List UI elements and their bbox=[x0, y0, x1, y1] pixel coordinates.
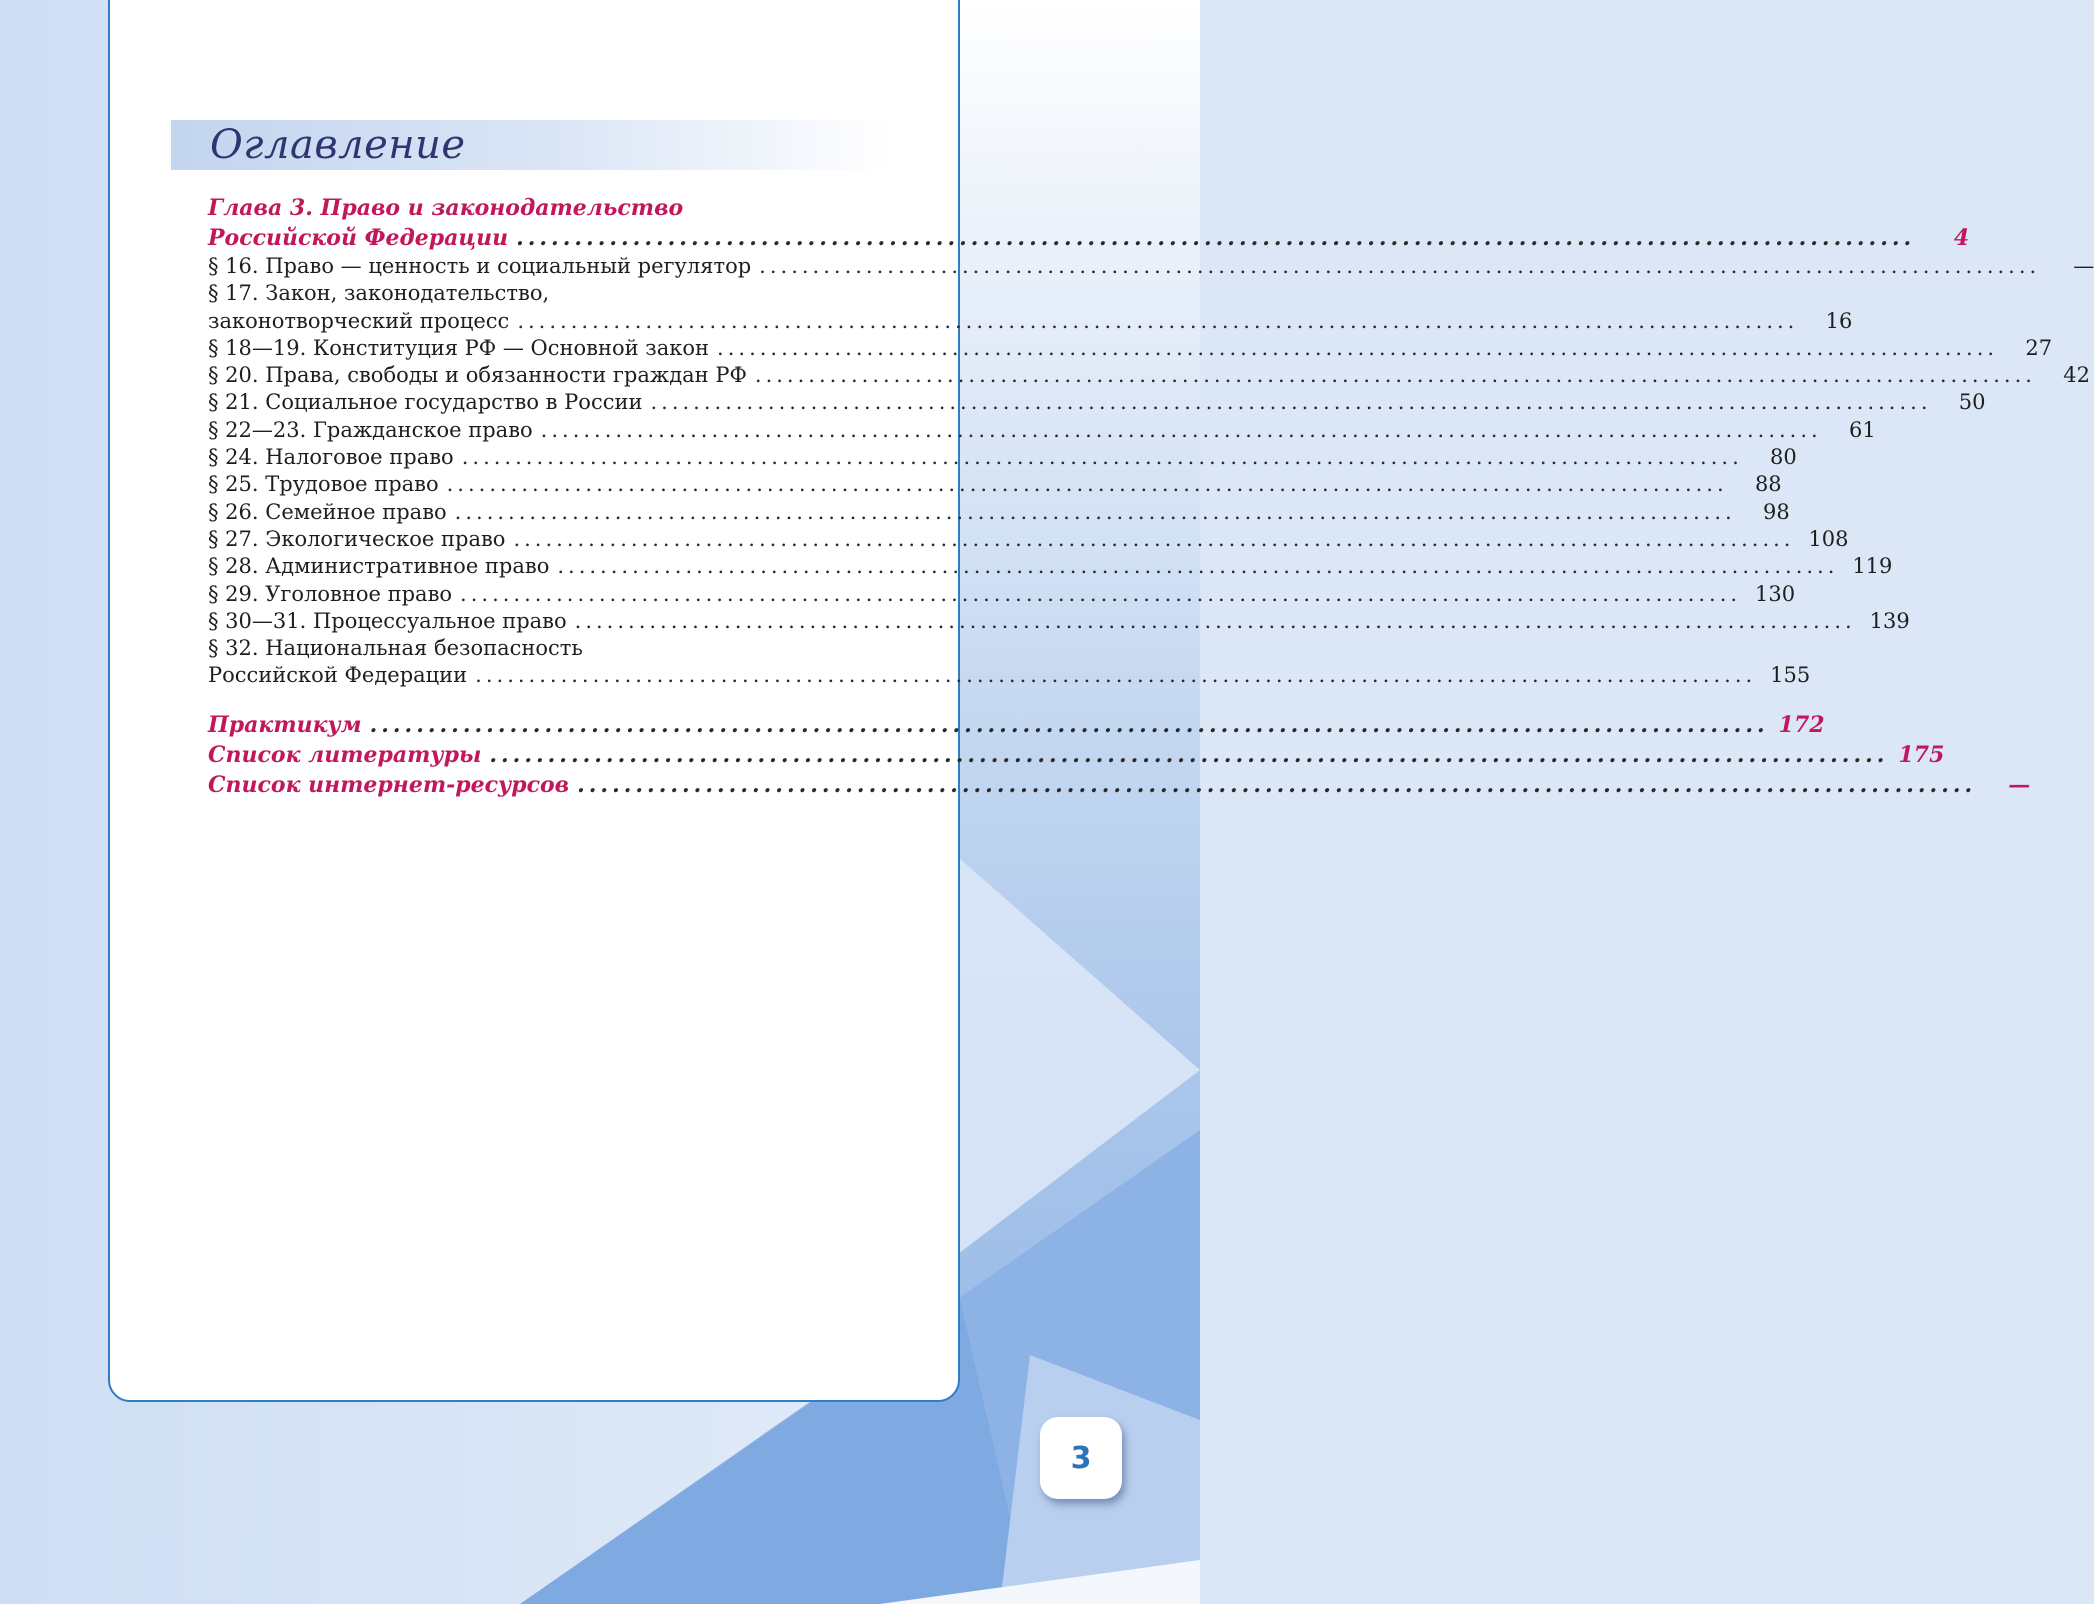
toc-line bbox=[208, 608, 1910, 635]
toc-entry[interactable] bbox=[208, 335, 2053, 362]
dot-leader: ........................................................................................................................ bbox=[754, 363, 2036, 388]
toc-line-continued bbox=[208, 193, 896, 223]
toc-entry-title: законотворческий процесс bbox=[208, 308, 510, 333]
toc-spacer bbox=[208, 690, 896, 710]
toc-entry[interactable] bbox=[208, 471, 1782, 498]
toc-page-number: 155 bbox=[1770, 663, 1811, 688]
toc-page-number: 16 bbox=[1825, 308, 1853, 333]
toc-entry[interactable] bbox=[208, 608, 1910, 635]
toc-entry-title: § 24. Налоговое право bbox=[208, 445, 454, 470]
dot-leader: ........................................................................................................................ bbox=[577, 771, 1977, 798]
toc-entry-title: Список литературы bbox=[208, 741, 482, 768]
toc-entry-title: Российской Федерации bbox=[208, 225, 509, 251]
toc-entry[interactable] bbox=[208, 740, 1945, 770]
toc-entry-title: Глава 3. Право и законодательство bbox=[208, 195, 684, 221]
toc-page-number: — bbox=[2073, 254, 2094, 278]
toc-line bbox=[208, 740, 1945, 770]
dot-leader: ........................................................................................................................ bbox=[717, 335, 1999, 360]
toc-line bbox=[208, 444, 1797, 471]
toc-page-number: 119 bbox=[1852, 554, 1893, 579]
toc-line bbox=[208, 662, 1811, 689]
toc-line bbox=[208, 389, 1986, 416]
toc-page-number: 175 bbox=[1898, 741, 1945, 768]
table-of-contents bbox=[208, 193, 2094, 800]
dot-leader: ........................................................................................................................ bbox=[489, 741, 1889, 768]
toc-line bbox=[208, 526, 1849, 553]
toc-entry-title: § 17. Закон, законодательство, bbox=[208, 281, 550, 306]
toc-entry-title: § 29. Уголовное право bbox=[208, 581, 453, 606]
toc-entry[interactable] bbox=[208, 444, 1797, 471]
toc-entry-title: Практикум bbox=[208, 711, 362, 738]
dot-leader: ........................................................................................................................ bbox=[516, 225, 1916, 251]
toc-page-number: 42 bbox=[2063, 363, 2090, 388]
toc-entry[interactable] bbox=[208, 280, 1853, 335]
toc-entry-title: § 21. Социальное государство в России bbox=[208, 390, 643, 415]
toc-entry[interactable] bbox=[208, 417, 1876, 444]
toc-entry[interactable] bbox=[208, 581, 1796, 608]
toc-entry-title: § 32. Национальная безопасность bbox=[208, 636, 583, 661]
toc-entry[interactable] bbox=[208, 770, 2031, 800]
toc-line bbox=[208, 308, 1853, 335]
dot-leader: ........................................................................................................................ bbox=[540, 417, 1822, 442]
toc-page-number: 172 bbox=[1778, 711, 1825, 738]
dot-leader: ........................................................................................................................ bbox=[759, 254, 2041, 278]
toc-entry[interactable] bbox=[208, 526, 1849, 553]
toc-page-number: 61 bbox=[1848, 417, 1876, 442]
dot-leader: ........................................................................................................................ bbox=[454, 499, 1736, 524]
toc-line bbox=[208, 417, 1876, 444]
toc-entry-title: § 16. Право — ценность и социальный регулятор bbox=[208, 254, 752, 278]
toc-entry-title: § 22—23. Гражданское право bbox=[208, 417, 533, 442]
toc-entry-title: § 20. Права, свободы и обязанности граждан РФ bbox=[208, 363, 747, 388]
dot-leader: ........................................................................................................................ bbox=[369, 711, 1769, 738]
dot-leader: ........................................................................................................................ bbox=[557, 554, 1839, 579]
dot-leader: ........................................................................................................................ bbox=[513, 526, 1795, 551]
toc-page-number: — bbox=[2008, 771, 2031, 798]
toc-page-number: 4 bbox=[1953, 225, 1970, 251]
toc-line-continued bbox=[208, 280, 896, 307]
toc-entry-title: § 27. Экологическое право bbox=[208, 526, 506, 551]
toc-entry[interactable] bbox=[208, 710, 1825, 740]
toc-entry-title: Список интернет-ресурсов bbox=[208, 771, 570, 798]
toc-line bbox=[208, 223, 1970, 253]
toc-page-number: 130 bbox=[1755, 581, 1796, 606]
toc-page-number: 139 bbox=[1869, 608, 1910, 633]
toc-entry-title: § 25. Трудовое право bbox=[208, 472, 439, 497]
toc-page-number: 27 bbox=[2025, 335, 2053, 360]
toc-line bbox=[208, 710, 1825, 740]
toc-entry-title: § 18—19. Конституция РФ — Основной закон bbox=[208, 335, 710, 360]
toc-entry[interactable] bbox=[208, 362, 2090, 389]
dot-leader: ........................................................................................................................ bbox=[446, 472, 1728, 497]
toc-line bbox=[208, 499, 1790, 526]
toc-entry-title: § 28. Административное право bbox=[208, 554, 550, 579]
toc-line bbox=[208, 770, 2031, 800]
page-title: Оглавление bbox=[210, 122, 466, 168]
toc-page-number: 50 bbox=[1958, 390, 1986, 415]
toc-line bbox=[208, 362, 2090, 389]
toc-entry[interactable] bbox=[208, 499, 1790, 526]
toc-entry-title: § 26. Семейное право bbox=[208, 499, 447, 524]
toc-page-number: 80 bbox=[1770, 445, 1797, 470]
toc-line bbox=[208, 553, 1893, 580]
toc-page-number: 98 bbox=[1762, 499, 1790, 524]
dot-leader: ........................................................................................................................ bbox=[460, 581, 1742, 606]
dot-leader: ........................................................................................................................ bbox=[475, 663, 1757, 688]
page-number: 3 bbox=[1040, 1417, 1122, 1499]
dot-leader: ........................................................................................................................ bbox=[517, 308, 1799, 333]
toc-line bbox=[208, 253, 2094, 280]
toc-entry[interactable] bbox=[208, 553, 1893, 580]
toc-entry[interactable] bbox=[208, 253, 2094, 280]
toc-entry-title: § 30—31. Процессуальное право bbox=[208, 608, 567, 633]
toc-line bbox=[208, 335, 2053, 362]
toc-page-number: 108 bbox=[1808, 526, 1849, 551]
toc-entry-title: Российской Федерации bbox=[208, 663, 468, 688]
dot-leader: ........................................................................................................................ bbox=[650, 390, 1932, 415]
toc-entry[interactable] bbox=[208, 635, 1811, 690]
toc-line bbox=[208, 471, 1782, 498]
toc-page-number: 88 bbox=[1754, 472, 1782, 497]
toc-line-continued bbox=[208, 635, 896, 662]
toc-line bbox=[208, 581, 1796, 608]
dot-leader: ........................................................................................................................ bbox=[461, 445, 1743, 470]
toc-entry[interactable] bbox=[208, 193, 1970, 253]
dot-leader: ........................................................................................................................ bbox=[574, 608, 1856, 633]
toc-entry[interactable] bbox=[208, 389, 1986, 416]
